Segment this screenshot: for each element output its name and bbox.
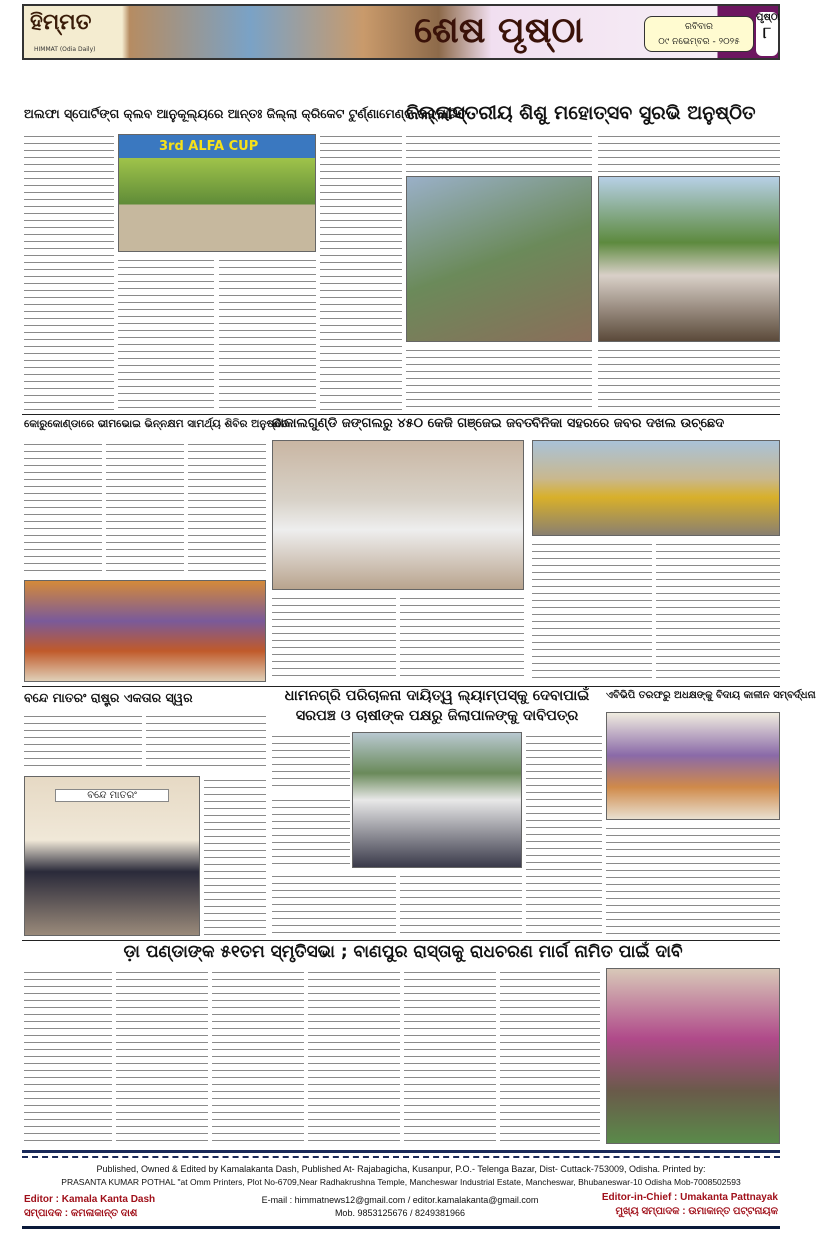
ganja-photo bbox=[272, 440, 524, 590]
article-text bbox=[219, 256, 316, 410]
imprint-line1: Published, Owned & Edited by Kamalakanta Dash, Published At- Rajabagicha, Kusanpur, P.O.- Telenga Bazar, Dist- Cuttack-753009, Odisha. Printed by: bbox=[96, 1164, 706, 1174]
headline-memorial-meeting: ଡ଼ା ପଣ୍ଡାଙ୍କ ୫୧ତମ ସ୍ମୃତିସଭା ; ବାଣପୁର ରାସ୍ତାକୁ ରାଧଚରଣ ମାର୍ଗ ନାମିତ ପାଇଁ ଦାବି bbox=[123, 942, 683, 962]
article-text bbox=[406, 132, 592, 172]
page-label: ପୃଷ୍ଠା bbox=[756, 12, 780, 23]
article-text bbox=[656, 540, 780, 682]
article-text bbox=[598, 346, 780, 410]
headline-vande-mataram: ବନ୍ଦେ ମାତରଂ ରାଷ୍ଟ୍ର ଏକତାର ସ୍ୱର bbox=[24, 690, 193, 705]
divider bbox=[22, 686, 780, 687]
footer-bottom-rule bbox=[22, 1226, 780, 1229]
article-text bbox=[146, 712, 266, 772]
article-text bbox=[404, 968, 496, 1144]
day: ରବିବାର bbox=[685, 22, 713, 32]
page-number-box bbox=[756, 12, 778, 56]
memorial-photo bbox=[606, 968, 780, 1144]
headline-abvp-felicitation: ଏବିଭିପି ତରଫରୁ ଅଧକ୍ଷଙ୍କୁ ବିଦାୟ କାଳୀନ ସମ୍ବର୍ଦ୍ଧନା bbox=[606, 690, 816, 701]
article-text bbox=[272, 594, 396, 682]
abvp-photo bbox=[606, 712, 780, 820]
date-box bbox=[644, 16, 754, 52]
article-text bbox=[308, 968, 400, 1144]
headline-memorandum-line1: ଧାମନଗ୍ରି ପରିଚାଳନା ଦାୟିତ୍ୱ ଲ୍ୟାମ୍ପସ୍‌କୁ ଦେବାପାଇଁ bbox=[284, 688, 590, 704]
headline-encroachment: ବିନିକା ସହରରେ ଜବର ଦଖଲ ଉଚ୍ଛେଦ bbox=[532, 416, 725, 431]
article-text bbox=[116, 968, 208, 1144]
editor-en: Editor : Kamala Kanta Dash bbox=[24, 1194, 156, 1205]
headline-ganja-seized: ଜାକାଲଗୁଣ୍ଡି ଜଙ୍ଗଲରୁ ୪୫୦ କେଜି ଗଞ୍ଜେଇ ଜବତ bbox=[272, 416, 534, 431]
article-text bbox=[400, 872, 522, 936]
headline-children-festival: ଜିଲ୍ଲାସ୍ତରୀୟ ଶିଶୁ ମହୋତ୍ସବ ସୁରଭି ଅନୁଷ୍ଠିତ bbox=[406, 102, 756, 124]
divider bbox=[22, 940, 780, 941]
article-text bbox=[24, 968, 112, 1144]
ribbon-cutting-photo bbox=[598, 176, 780, 342]
footer-dashed-rule bbox=[22, 1156, 780, 1158]
vande-mataram-photo bbox=[24, 776, 200, 936]
newspaper-logo: ହିମ୍ମତ bbox=[30, 10, 92, 35]
chief-editor-en: Editor-in-Chief : Umakanta Pattnayak bbox=[601, 1192, 778, 1203]
imprint-line2: PRASANTA KUMAR POTHAL "at Omm Printers, Plot No-6709,Near Radhakrushna Temple, Mancheswar Industrial Estate, Mancheswar, Bhubaneswar-10 Odisha Mob-7008502593 bbox=[61, 1177, 741, 1187]
article-text bbox=[118, 256, 214, 410]
logo-subtitle: HIMMAT (Odia Daily) bbox=[34, 46, 96, 53]
article-text bbox=[212, 968, 304, 1144]
article-text bbox=[526, 732, 602, 936]
editor-or: ସମ୍ପାଦକ : କମଳାକାନ୍ତ ଦାଶ bbox=[24, 1208, 138, 1219]
banner-text: ବନ୍ଦେ ମାତରଂ bbox=[55, 789, 169, 802]
article-text bbox=[272, 732, 350, 792]
headline-cricket: ଅଲଫା ସ୍ପୋର୍ଟିଙ୍ଗ କ୍ଲବ ଆନୁକୂଲ୍ୟରେ ଆନ୍ତଃ ଜିଲ୍ଲା କ୍ରିକେଟ ଟୁର୍ଣ୍ଣାମେଣ୍ଟ ଉଦ୍‌ଘାଟିତ bbox=[24, 106, 467, 121]
article-text bbox=[406, 346, 592, 410]
masthead bbox=[22, 4, 780, 60]
bulldozer-photo bbox=[532, 440, 780, 536]
article-text bbox=[606, 824, 780, 936]
chief-editor-or: ମୁଖ୍ୟ ସମ୍ପାଦକ : ଉମାକାନ୍ତ ପଟ୍ଟନାୟକ bbox=[615, 1206, 778, 1217]
article-text bbox=[24, 440, 102, 576]
banner-text: 3rd ALFA CUP bbox=[159, 139, 259, 154]
article-text bbox=[532, 540, 652, 682]
article-text bbox=[204, 776, 266, 936]
page-number: ୮ bbox=[762, 23, 772, 42]
camp-photo bbox=[24, 580, 266, 682]
article-text bbox=[106, 440, 184, 576]
divider bbox=[22, 414, 780, 415]
email: E-mail : himmatnews12@gmail.com / editor.kamalakanta@gmail.com bbox=[261, 1195, 539, 1205]
festival-photo bbox=[406, 176, 592, 342]
date: ୦୯ ନଭେମ୍ବର - ୨୦୨୫ bbox=[658, 37, 740, 47]
article-text bbox=[24, 712, 142, 772]
footer-rule bbox=[22, 1150, 780, 1153]
article-text bbox=[598, 132, 780, 172]
section-title: ଶେଷ ପୃଷ୍ଠା bbox=[414, 10, 584, 51]
article-text bbox=[272, 872, 396, 936]
article-text bbox=[320, 132, 402, 410]
cricket-photo bbox=[118, 134, 316, 252]
memorandum-photo bbox=[352, 732, 522, 868]
mobile: Mob. 9853125676 / 8249381966 bbox=[334, 1208, 466, 1218]
article-text bbox=[272, 796, 350, 868]
headline-disability-camp: କୋରୁକୋଣ୍ଡାରେ ଭୀମଭୋଇ ଭିନ୍ନକ୍ଷମ ସାମର୍ଥ୍ୟ ଶିବିର ଅନୁଷ୍ଠିତ bbox=[24, 418, 289, 430]
article-text bbox=[188, 440, 266, 576]
headline-memorandum-line2: ସରପଞ୍ଚ ଓ ଚାଷୀଙ୍କ ପକ୍ଷରୁ ଜିଲାପାଳଙ୍କୁ ଦାବିପତ୍ର bbox=[295, 708, 579, 724]
article-text bbox=[500, 968, 600, 1144]
article-text bbox=[24, 132, 114, 410]
article-text bbox=[400, 594, 524, 682]
